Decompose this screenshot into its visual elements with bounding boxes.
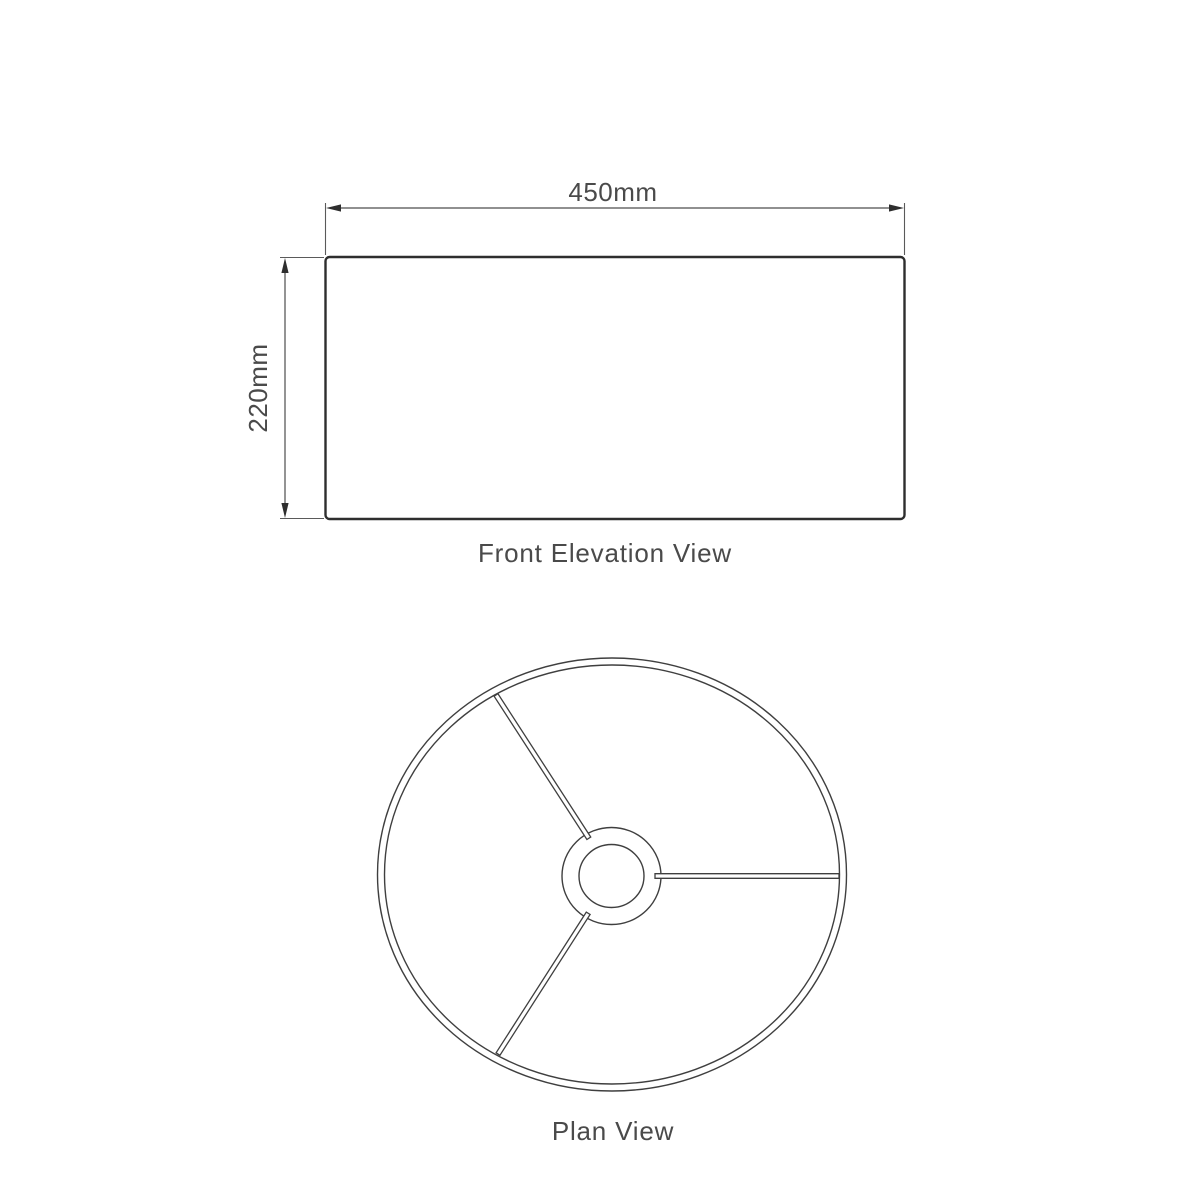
plan-centre-ring-inner <box>579 845 644 908</box>
width-arrow-left-icon <box>326 204 341 211</box>
width-dimension-label: 450mm <box>568 177 658 207</box>
plan-view <box>378 658 847 1146</box>
plan-view-caption: Plan View <box>551 1116 675 1146</box>
front-elevation-caption: Front Elevation View <box>478 538 732 568</box>
plan-spoke-right <box>655 874 839 879</box>
plan-centre-ring-outer <box>562 828 661 925</box>
width-arrow-right-icon <box>889 204 904 211</box>
width-dimension <box>326 177 905 255</box>
height-arrow-top-icon <box>281 258 288 273</box>
height-dimension-label: 220mm <box>243 343 273 433</box>
plan-spoke-lower-left <box>496 912 590 1055</box>
height-dimension <box>243 258 324 519</box>
plan-spoke-upper-left <box>494 694 591 840</box>
front-elevation-view <box>243 177 905 568</box>
lampshade-front-outline <box>326 257 905 519</box>
height-arrow-bottom-icon <box>281 503 288 518</box>
